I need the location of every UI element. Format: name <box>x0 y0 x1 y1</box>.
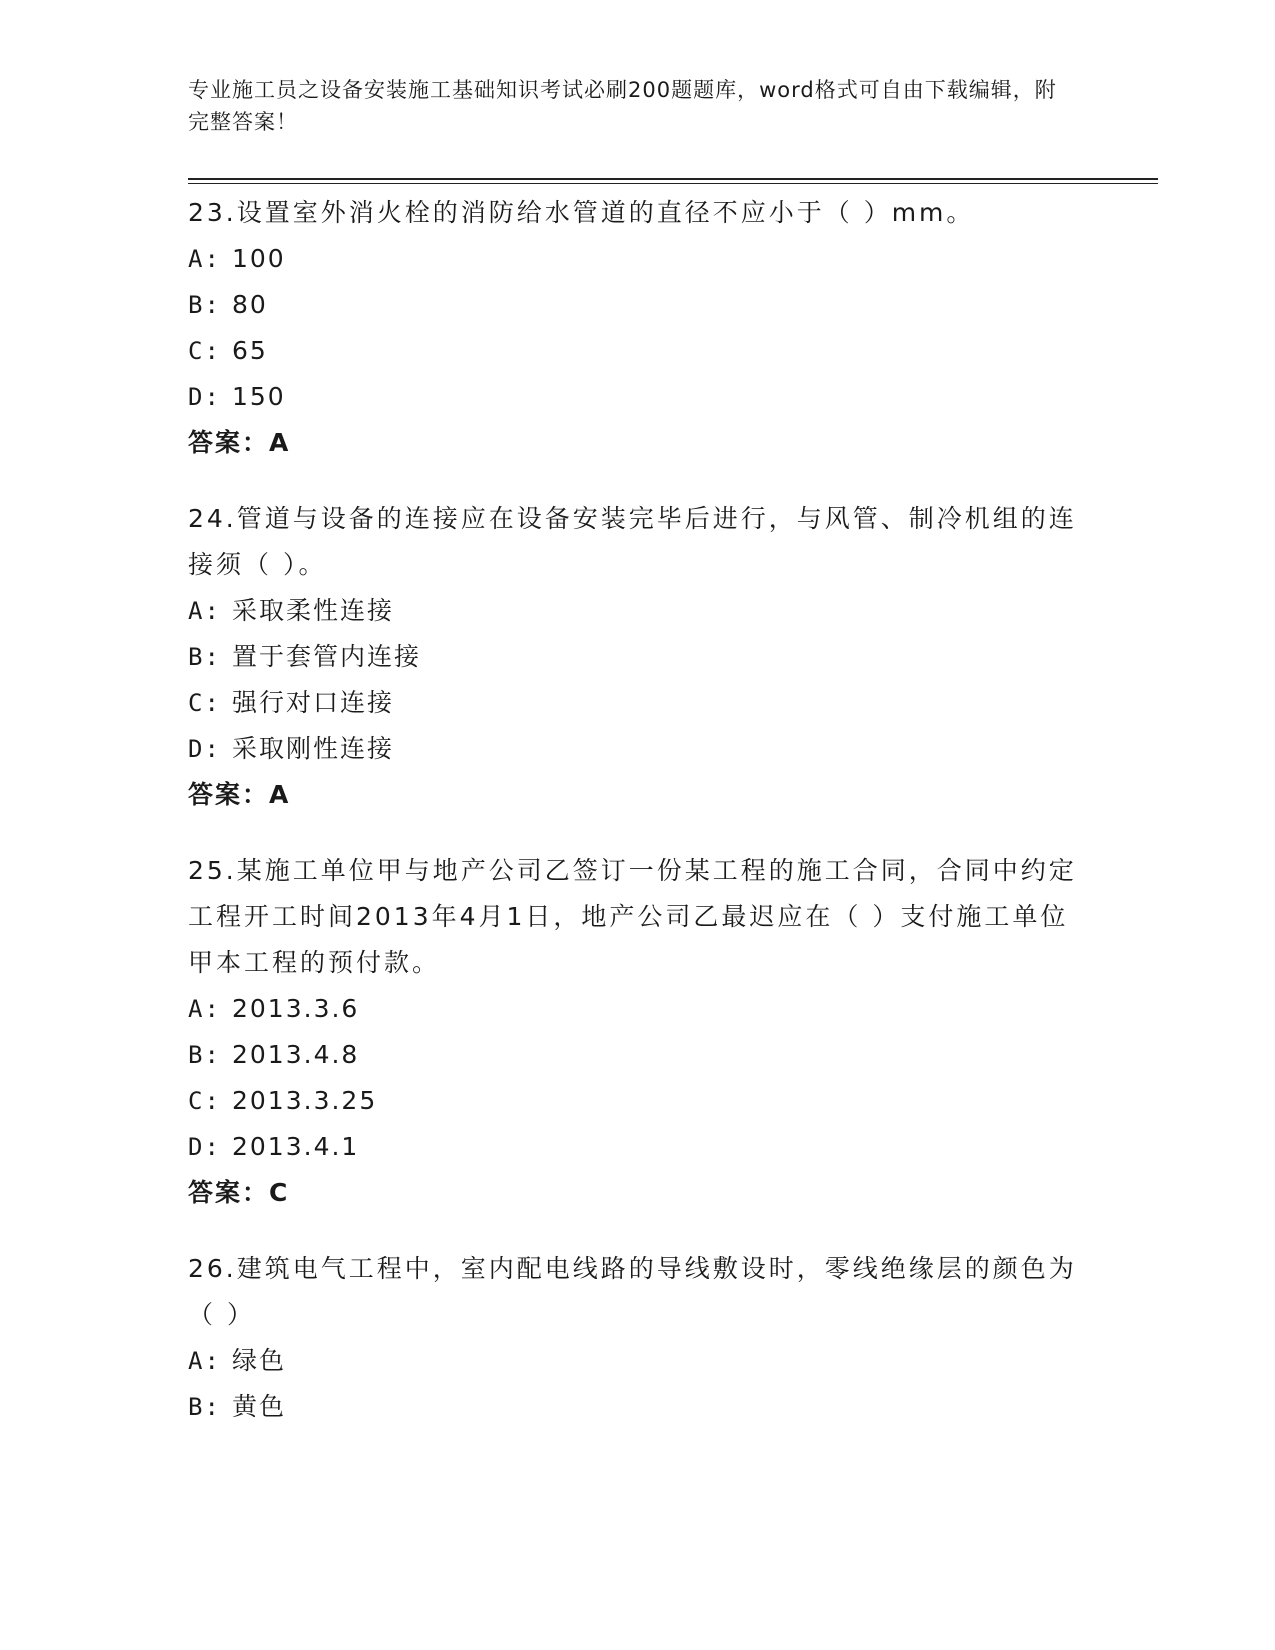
option-b <box>188 634 1088 680</box>
option-a <box>188 986 1088 1032</box>
option-d <box>188 1124 1088 1170</box>
option-key: B: <box>188 1393 221 1421</box>
option-key: C: <box>188 1087 221 1115</box>
option-d <box>188 374 1088 420</box>
option-a <box>188 236 1088 282</box>
option-b <box>188 282 1088 328</box>
option-text: 黄色 <box>232 1392 287 1421</box>
option-text: 2013.3.25 <box>232 1086 378 1115</box>
question-stem: 25.某施工单位甲与地产公司乙签订一份某工程的施工合同，合同中约定工程开工时间2013年4月1日，地产公司乙最迟应在（ ）支付施工单位甲本工程的预付款。 <box>188 856 1077 977</box>
option-text: 2013.4.8 <box>232 1040 360 1069</box>
option-b <box>188 1032 1088 1078</box>
option-c <box>188 680 1088 726</box>
option-b <box>188 1384 1088 1430</box>
option-text: 采取刚性连接 <box>232 734 395 763</box>
option-key: A: <box>188 1347 221 1375</box>
question-stem: 26.建筑电气工程中，室内配电线路的导线敷设时，零线绝缘层的颜色为（ ） <box>188 1254 1077 1329</box>
option-a <box>188 1338 1088 1384</box>
header-rule-thin <box>188 183 1158 184</box>
header-rule-thick <box>188 178 1158 180</box>
option-text: 采取柔性连接 <box>232 596 395 625</box>
option-text: 置于套管内连接 <box>232 642 422 671</box>
option-key: A: <box>188 995 221 1023</box>
question-23 <box>188 190 1088 466</box>
option-text: 强行对口连接 <box>232 688 395 717</box>
option-text: 65 <box>232 336 268 365</box>
option-key: C: <box>188 689 221 717</box>
option-d <box>188 726 1088 772</box>
question-24 <box>188 496 1088 818</box>
option-key: B: <box>188 291 221 319</box>
option-text: 绿色 <box>232 1346 287 1375</box>
question-stem: 23.设置室外消火栓的消防给水管道的直径不应小于（ ）mm。 <box>188 198 975 227</box>
option-text: 2013.3.6 <box>232 994 360 1023</box>
answer-line: 答案：C <box>188 1178 290 1207</box>
option-a <box>188 588 1088 634</box>
question-26 <box>188 1246 1088 1430</box>
option-key: A: <box>188 245 221 273</box>
option-text: 2013.4.1 <box>232 1132 360 1161</box>
option-key: A: <box>188 597 221 625</box>
question-stem: 24.管道与设备的连接应在设备安装完毕后进行，与风管、制冷机组的连接须（ ）。 <box>188 504 1077 579</box>
option-key: D: <box>188 1133 221 1161</box>
option-key: B: <box>188 643 221 671</box>
option-key: C: <box>188 337 221 365</box>
question-25 <box>188 848 1088 1216</box>
answer-line: 答案：A <box>188 780 291 809</box>
question-list <box>188 190 1088 1460</box>
option-c <box>188 1078 1088 1124</box>
option-text: 150 <box>232 382 286 411</box>
answer-line: 答案：A <box>188 428 291 457</box>
option-text: 80 <box>232 290 268 319</box>
option-key: D: <box>188 383 221 411</box>
option-key: B: <box>188 1041 221 1069</box>
document-header: 专业施工员之设备安装施工基础知识考试必刷200题题库，word格式可自由下载编辑，附完整答案！ <box>188 78 1057 134</box>
option-key: D: <box>188 735 221 763</box>
option-c <box>188 328 1088 374</box>
option-text: 100 <box>232 244 286 273</box>
